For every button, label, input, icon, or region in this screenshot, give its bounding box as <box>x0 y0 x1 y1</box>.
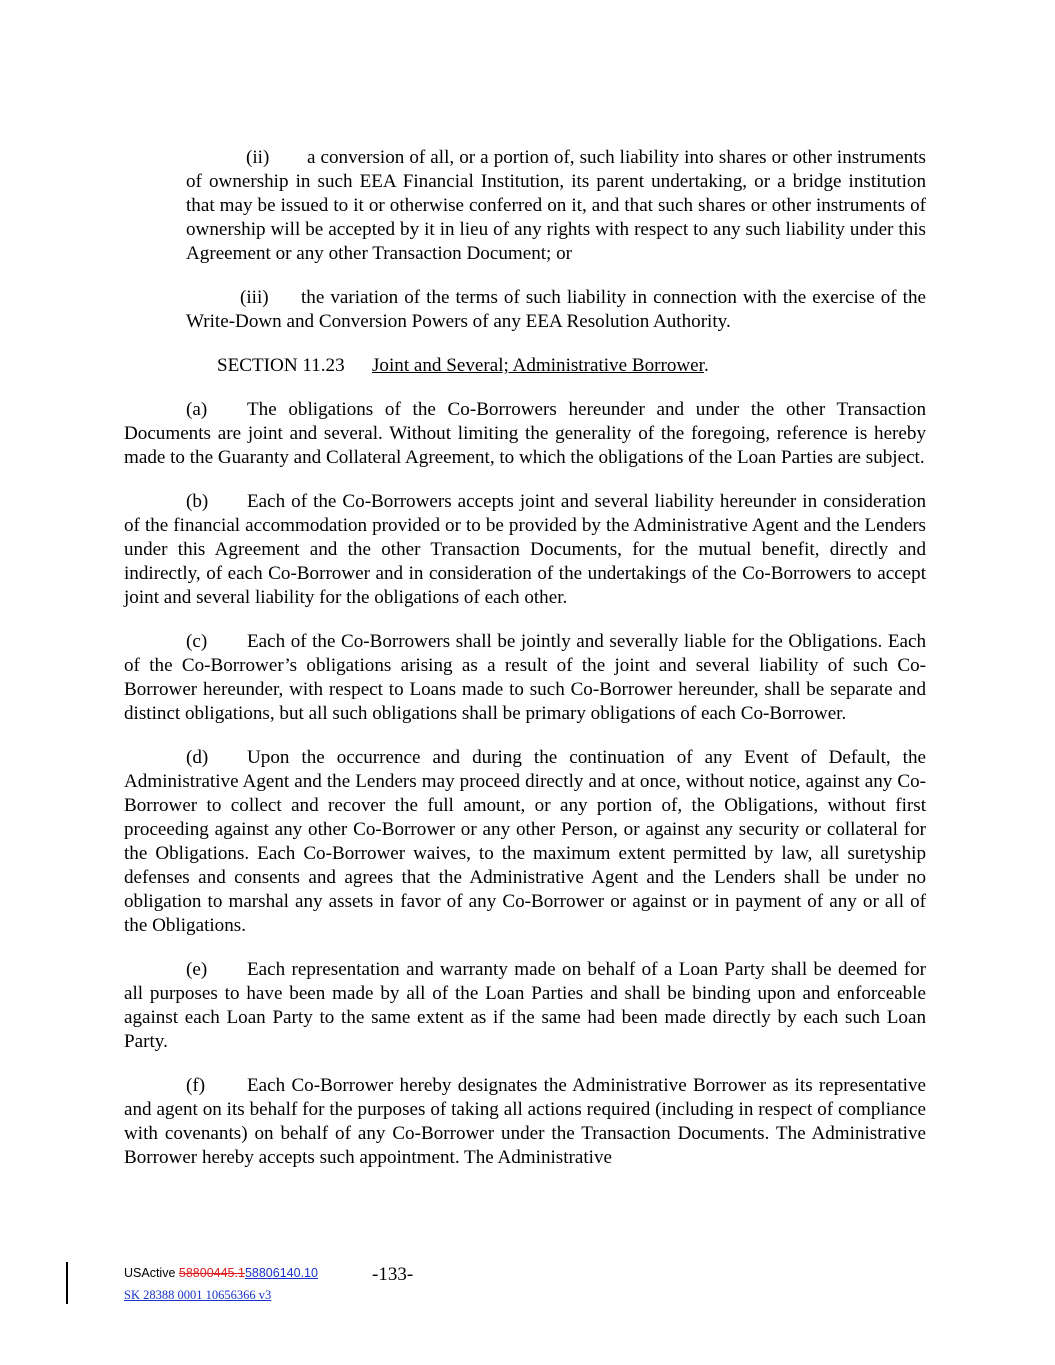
item-ii-text: a conversion of all, or a portion of, such liability into shares or other instruments of ownership in such EEA Financial Institution, its parent undertaking, or a bridge institution that may be issued to it or otherwise conferred on it, and that such shares or other instruments of ownership will be accepted by it in lieu of any rights with respect to any such liability under this Agreement or any other Transaction Document; or <box>186 147 926 264</box>
paragraph-a <box>124 398 926 470</box>
document-body <box>124 146 926 1170</box>
paragraph-c-label: (c) <box>186 631 208 652</box>
item-ii-label: (ii) <box>246 147 270 168</box>
paragraph-b <box>124 490 926 610</box>
paragraph-d-label: (d) <box>186 747 209 768</box>
paragraph-e-label: (e) <box>186 959 208 980</box>
footer-doc-ref <box>124 1266 318 1280</box>
paragraph-c-text: Each of the Co-Borrowers shall be jointly and severally liable for the Obligations. Each of the Co-Borrower’s obligations arising as a result of the joint and several liability of such Co-Borrower hereunder, with respect to Loans made to such Co-Borrower hereunder, shall be separate and distinct obligations, but all such obligations shall be primary obligations of each Co-Borrower. <box>124 631 926 724</box>
paragraph-d-text: Upon the occurrence and during the continuation of any Event of Default, the Administrative Agent and the Lenders may proceed directly and at once, without notice, against any Co- Borrower to collect and recover the full amount, or any portion of, the Obligations, without first proceeding against any other Co-Borrower or any other Person, or against any security or collateral for the Obligations. Each Co-Borrower waives, to the maximum extent permitted by law, all suretyship defenses and consents and agrees that the Administrative Agent and the Lenders shall be under no obligation to marshal any assets in favor of any Co-Borrower or against or in payment of any or all of the Obligations. <box>124 747 926 936</box>
paragraph-b-text: Each of the Co-Borrowers accepts joint and several liability hereunder in consideration of the financial accommodation provided or to be provided by the Administrative Agent and the Lenders under this Agreement and the other Transaction Documents, for the mutual benefit, directly and indirectly, of each Co-Borrower and in consideration of the undertakings of the Co-Borrowers to accept joint and several liability for the obligations of each other. <box>124 491 926 608</box>
footer-inserted-id: 58806140.10 <box>244 1266 318 1280</box>
page-number: -133- <box>372 1264 414 1285</box>
paragraph-f-label: (f) <box>186 1075 206 1096</box>
footer-prefix: USActive <box>124 1266 179 1280</box>
item-iii-text: the variation of the terms of such liability in connection with the exercise of the Write-Down and Conversion Powers of any EEA Resolution Authority. <box>186 287 926 332</box>
item-ii <box>186 146 926 266</box>
paragraph-c <box>124 630 926 726</box>
paragraph-f-text: Each Co-Borrower hereby designates the Administrative Borrower as its representative and agent on its behalf for the purposes of taking all actions required (including in respect of compliance with covenants) on behalf of any Co-Borrower under the Transaction Documents. The Administrative Borrower hereby accepts such appointment. The Administrative <box>124 1075 926 1168</box>
item-iii <box>186 286 926 334</box>
paragraph-f <box>124 1074 926 1170</box>
section-heading <box>217 354 926 378</box>
change-bar <box>66 1262 68 1304</box>
item-iii-label: (iii) <box>240 287 269 308</box>
paragraph-a-text: The obligations of the Co-Borrowers hereunder and under the other Transaction Documents are joint and several. Without limiting the generality of the foregoing, reference is hereby made to the Guaranty and Collateral Agreement, to which the obligations of the Loan Parties are subject. <box>124 399 926 468</box>
section-trailing: . <box>703 355 709 376</box>
section-number: SECTION 11.23 <box>217 355 345 376</box>
section-title: Joint and Several; Administrative Borrower <box>372 355 704 376</box>
paragraph-e-text: Each representation and warranty made on behalf of a Loan Party shall be deemed for all purposes to have been made by all of the Loan Parties and shall be binding upon and enforceable against each Loan Party to the same extent as if the same had been made directly by each such Loan Party. <box>124 959 926 1052</box>
footer-deleted-id: 58800445.1 <box>178 1266 245 1280</box>
paragraph-e <box>124 958 926 1054</box>
paragraph-b-label: (b) <box>186 491 209 512</box>
footer-doc-id: SK 28388 0001 10656366 v3 <box>124 1288 272 1302</box>
paragraph-a-label: (a) <box>186 399 208 420</box>
paragraph-d <box>124 746 926 938</box>
